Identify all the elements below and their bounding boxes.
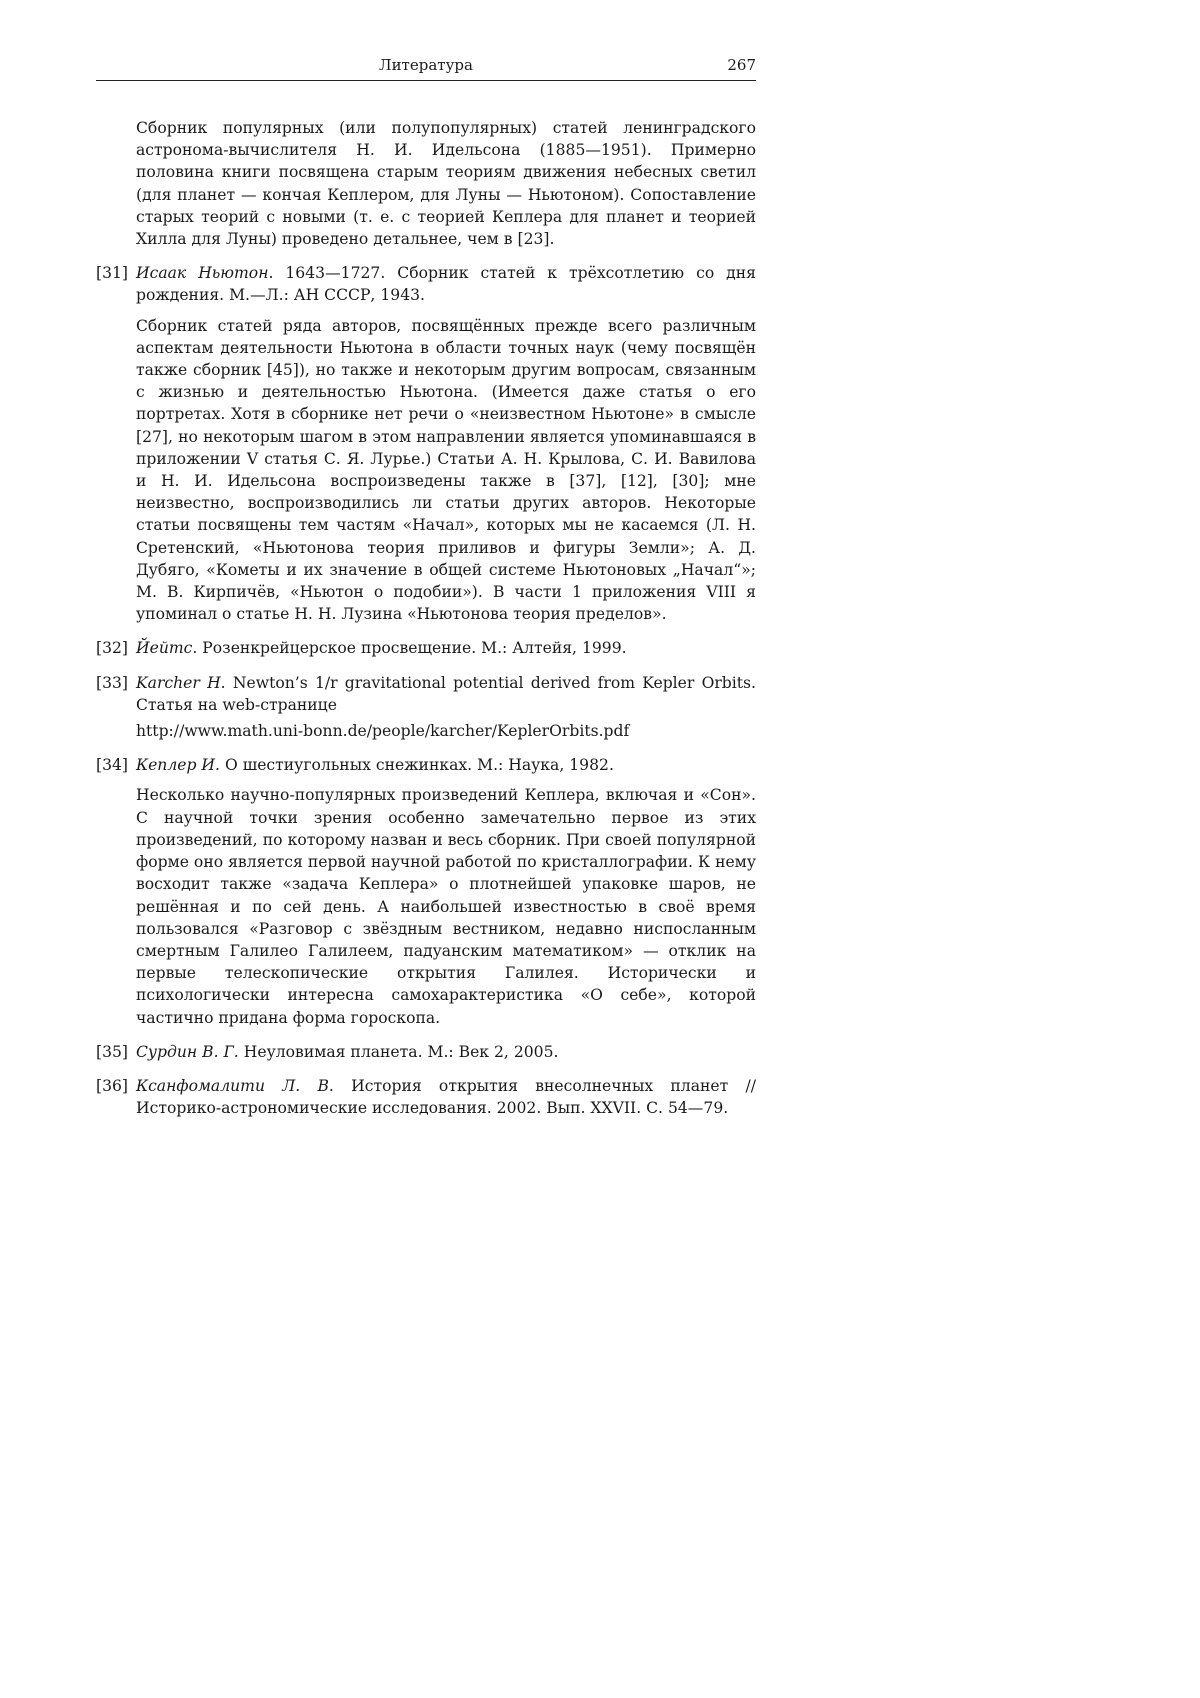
reference-31-annotation: Сборник статей ряда авторов, посвящённых прежде всего различным аспектам деятельности Ньютона в области точных наук (чему посвящён также сборник [45]), но также и некоторым другим вопросам, связанным с жизнью и деятельностью Ньютона. (Имеется даже статья о его портретах. Хотя в сборнике нет речи о «неизвестном Ньютоне» в смысле [27], но некоторым шагом в этом направлении является упоминавшаяся в приложении V статья С. Я. Лурье.) Статьи А. Н. Крылова, С. И. Вавилова и Н. И. Идельсона воспроизведены также в [37], [12], [30]; мне неизвестно, воспроизводились ли статьи других авторов. Некоторые статьи посвящены тем частям «Начал», которых мы не касаемся (Л. Н. Сретенский, «Ньютонова теория приливов и фигуры Земли»; А. Д. Дубяго, «Кометы и их значение в общей системе Ньютоновых „Начал“»; М. В. Кирпичёв, «Ньютон о подобии»). В части 1 приложения VIII я упоминал о статье Н. Н. Лузина «Ньютонова теория пределов». [136,315,756,626]
reference-text: Newton’s 1/r gravitational potential derived from Kepler Orbits. Статья на web-странице [136,674,756,714]
reference-35 [96,1041,756,1063]
reference-text: . 1643—1727. Сборник статей к трёхсотлетию со дня рождения. М.—Л.: АН СССР, 1943. [136,264,756,304]
reference-text: О шестиугольных снежинках. М.: Наука, 1982. [220,756,614,774]
reference-36 [96,1075,756,1119]
reference-number: [31] [96,262,128,284]
reference-number: [34] [96,754,128,776]
reference-31 [96,262,756,306]
reference-author: Karcher H. [136,674,226,692]
bibliography-content [96,117,756,1119]
chapter-title: Литература [96,56,756,74]
running-head [96,52,756,81]
reference-author: Сурдин В. Г. [136,1043,239,1061]
reference-author: Кеплер И. [136,756,220,774]
reference-33 [96,672,756,716]
book-page [96,52,756,1119]
reference-text: . Розенкрейцерское просвещение. М.: Алтейя, 1999. [192,639,626,657]
reference-author: Йейтс [136,639,192,657]
reference-number: [32] [96,637,128,659]
reference-34-annotation: Несколько научно-популярных произведений Кеплера, включая и «Сон». С научной точки зрения особенно замечательно первое из этих произведений, по которому назван и весь сборник. При своей популярной форме оно является первой научной работой по кристаллографии. К нему восходит также «задача Кеплера» о плотнейшей упаковке шаров, не решённая и по сей день. А наибольшей известностью в своё время пользовался «Разговор с звёздным вестником, недавно ниспосланным смертным Галилео Галилеем, падуанским математиком» — отклик на первые телескопические открытия Галилея. Исторически и психологически интересна самохарактеристика «О себе», которой частично придана форма гороскопа. [136,784,756,1028]
reference-author: Исаак Ньютон [136,264,268,282]
page-number: 267 [727,56,756,74]
reference-32 [96,637,756,659]
intro-annotation: Сборник популярных (или полупопулярных) статей ленинградского астронома-вычислителя Н. И. Идельсона (1885—1951). Примерно половина книги посвящена старым теориям движения небесных светил (для планет — кончая Кеплером, для Луны — Ньютоном). Сопоставление старых теорий с новыми (т. е. с теорией Кеплера для планет и теорией Хилла для Луны) проведено детальнее, чем в [23]. [136,117,756,250]
reference-number: [36] [96,1075,128,1097]
reference-text: Неуловимая планета. М.: Век 2, 2005. [239,1043,559,1061]
reference-text: История открытия внесолнечных планет // Историко-астрономические исследования. 2002. Вып. XXVII. С. 54—79. [136,1077,756,1117]
reference-number: [33] [96,672,128,694]
reference-number: [35] [96,1041,128,1063]
reference-33-url[interactable]: http://www.math.uni-bonn.de/people/karcher/KeplerOrbits.pdf [136,720,756,742]
reference-34 [96,754,756,776]
reference-author: Ксанфомалити Л. В. [136,1077,334,1095]
